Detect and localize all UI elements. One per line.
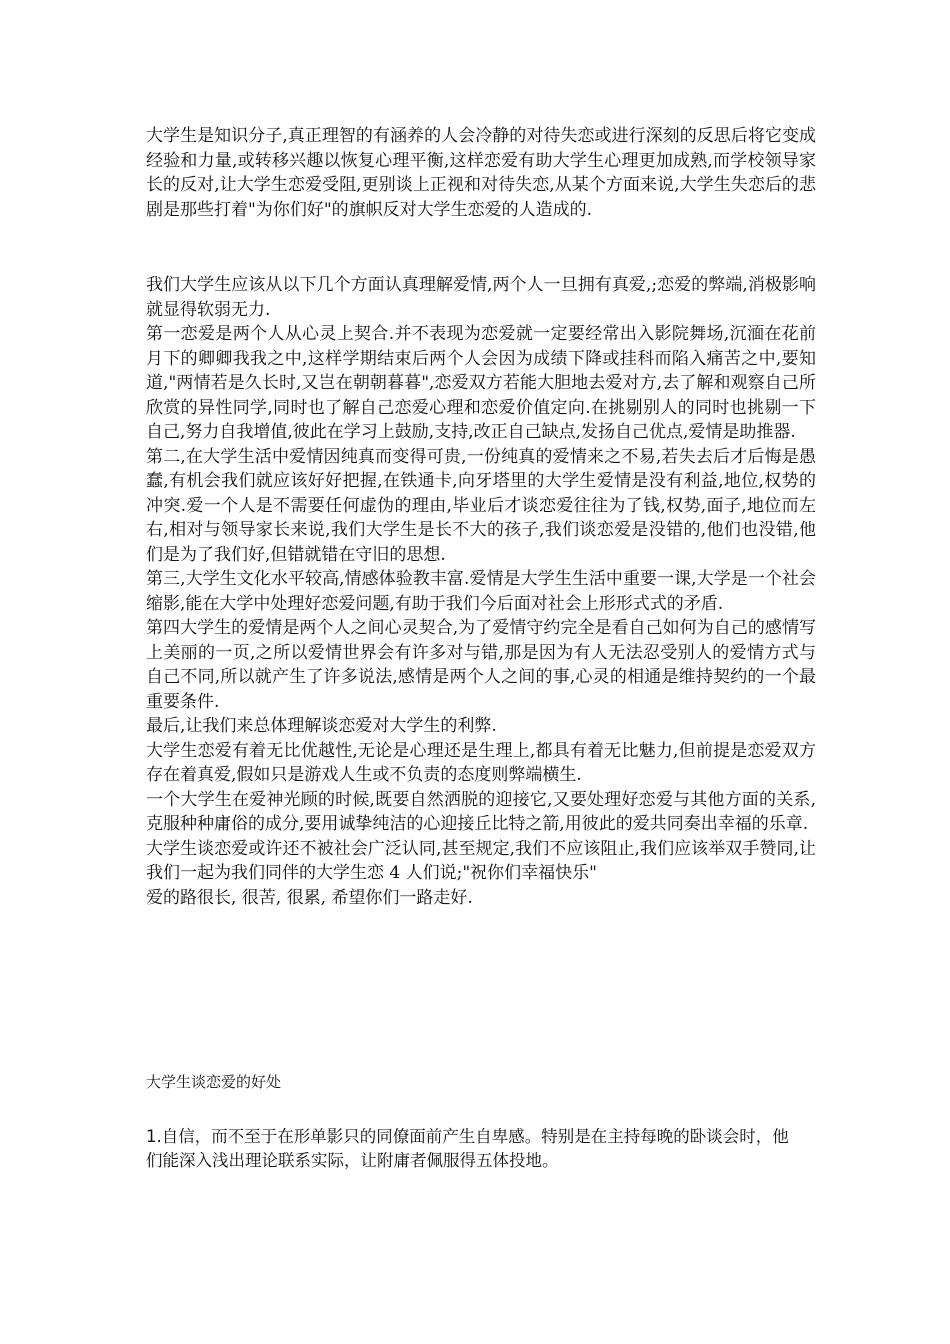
body-paragraph: 第一恋爱是两个人从心灵上契合.并不表现为恋爱就一定要经常出入影院舞场,沉湎在花前月下的卿卿我我之中,这样学期结束后两个人会因为成绩下降或挂科而陷入痛苦之中,要知道,"两情若是久长时,又岂在朝朝暮暮",恋爱双方若能大胆地去爱对方,去了解和观察自己所欣赏的异性同学,同时也了解自己恋爱心理和恋爱价值定向.在挑剔别人的同时也挑剔一下自己,努力自我增值,彼此在学习上鼓励,支持,改正自己缺点,发扬自己优点,爱情是助推器. [146, 324, 816, 442]
body-paragraphs [146, 273, 816, 910]
list-line: 1.自信，而不至于在形单影只的同僚面前产生自卑感。特别是在主持每晚的卧谈会时，他 [146, 1127, 789, 1146]
list-line: 们能深入浅出理论联系实际，让附庸者佩服得五体投地。 [146, 1151, 559, 1170]
body-paragraph: 我们大学生应该从以下几个方面认真理解爱情,两个人一旦拥有真爱,;恋爱的弊端,消极影响就显得软弱无力. [146, 275, 816, 320]
body-paragraph: 第二,在大学生活中爱情因纯真而变得可贵,一份纯真的爱情来之不易,若失去后才后悔是愚蠢,有机会我们就应该好好把握,在铁通卡,向牙塔里的大学生爱情是没有利益,地位,权势的冲突.爱一个人是不需要任何虚伪的理由,毕业后才谈恋爱往往为了钱,权势,面子,地位而左右,相对与领导家长来说,我们大学生是长不大的孩子,我们谈恋爱是没错的,他们也没错,他们是为了我们好,但错就错在守旧的思想. [146, 446, 816, 565]
body-paragraph: 大学生谈恋爱或许还不被社会广泛认同,甚至规定,我们不应该阻止,我们应该举双手赞同,让我们一起为我们同伴的大学生恋 4 人们说;"祝你们幸福快乐" [146, 838, 816, 883]
body-paragraph: 第四大学生的爱情是两个人之间心灵契合,为了爱情守约完全是看自己如何为自己的感情写上美丽的一页,之所以爱情世界会有许多对与错,那是因为有人无法忍受别人的爱情方式与自己不同,所以就产生了许多说法,感情是两个人之间的事,心灵的相通是维持契约的一个最重要条件. [146, 618, 816, 712]
body-paragraph: 第三,大学生文化水平较高,情感体验教丰富.爱情是大学生生活中重要一课,大学是一个社会缩影,能在大学中处理好恋爱问题,有助于我们今后面对社会上形形式式的矛盾. [146, 569, 816, 614]
section-heading: 大学生谈恋爱的好处 [146, 1073, 282, 1091]
benefits-list [146, 1125, 816, 1173]
body-paragraph: 最后,让我们来总体理解谈恋爱对大学生的利弊. [146, 716, 497, 736]
intro-paragraph: 大学生是知识分子,真正理智的有涵养的人会冷静的对待失恋或进行深刻的反思后将它变成经验和力量,或转移兴趣以恢复心理平衡,这样恋爱有助大学生心理更加成熟,而学校领导家长的反对,让大学生恋爱受阻,更别谈上正视和对待失恋,从某个方面来说,大学生失恋后的悲剧是那些打着"为你们好"的旗帜反对大学生恋爱的人造成的. [146, 126, 816, 220]
body-paragraph: 爱的路很长, 很苦, 很累, 希望你们一路走好. [146, 887, 473, 908]
body-paragraph: 一个大学生在爱神光顾的时候,既要自然洒脱的迎接它,又要处理好恋爱与其他方面的关系,克服种种庸俗的成分,要用诚挚纯洁的心迎接丘比特之箭,用彼此的爱共同奏出幸福的乐章. [146, 789, 816, 834]
intro-paragraph-block [146, 124, 816, 222]
body-paragraph: 大学生恋爱有着无比优越性,无论是心理还是生理上,都具有着无比魅力,但前提是恋爱双方存在着真爱,假如只是游戏人生或不负责的态度则弊端横生. [146, 740, 816, 785]
